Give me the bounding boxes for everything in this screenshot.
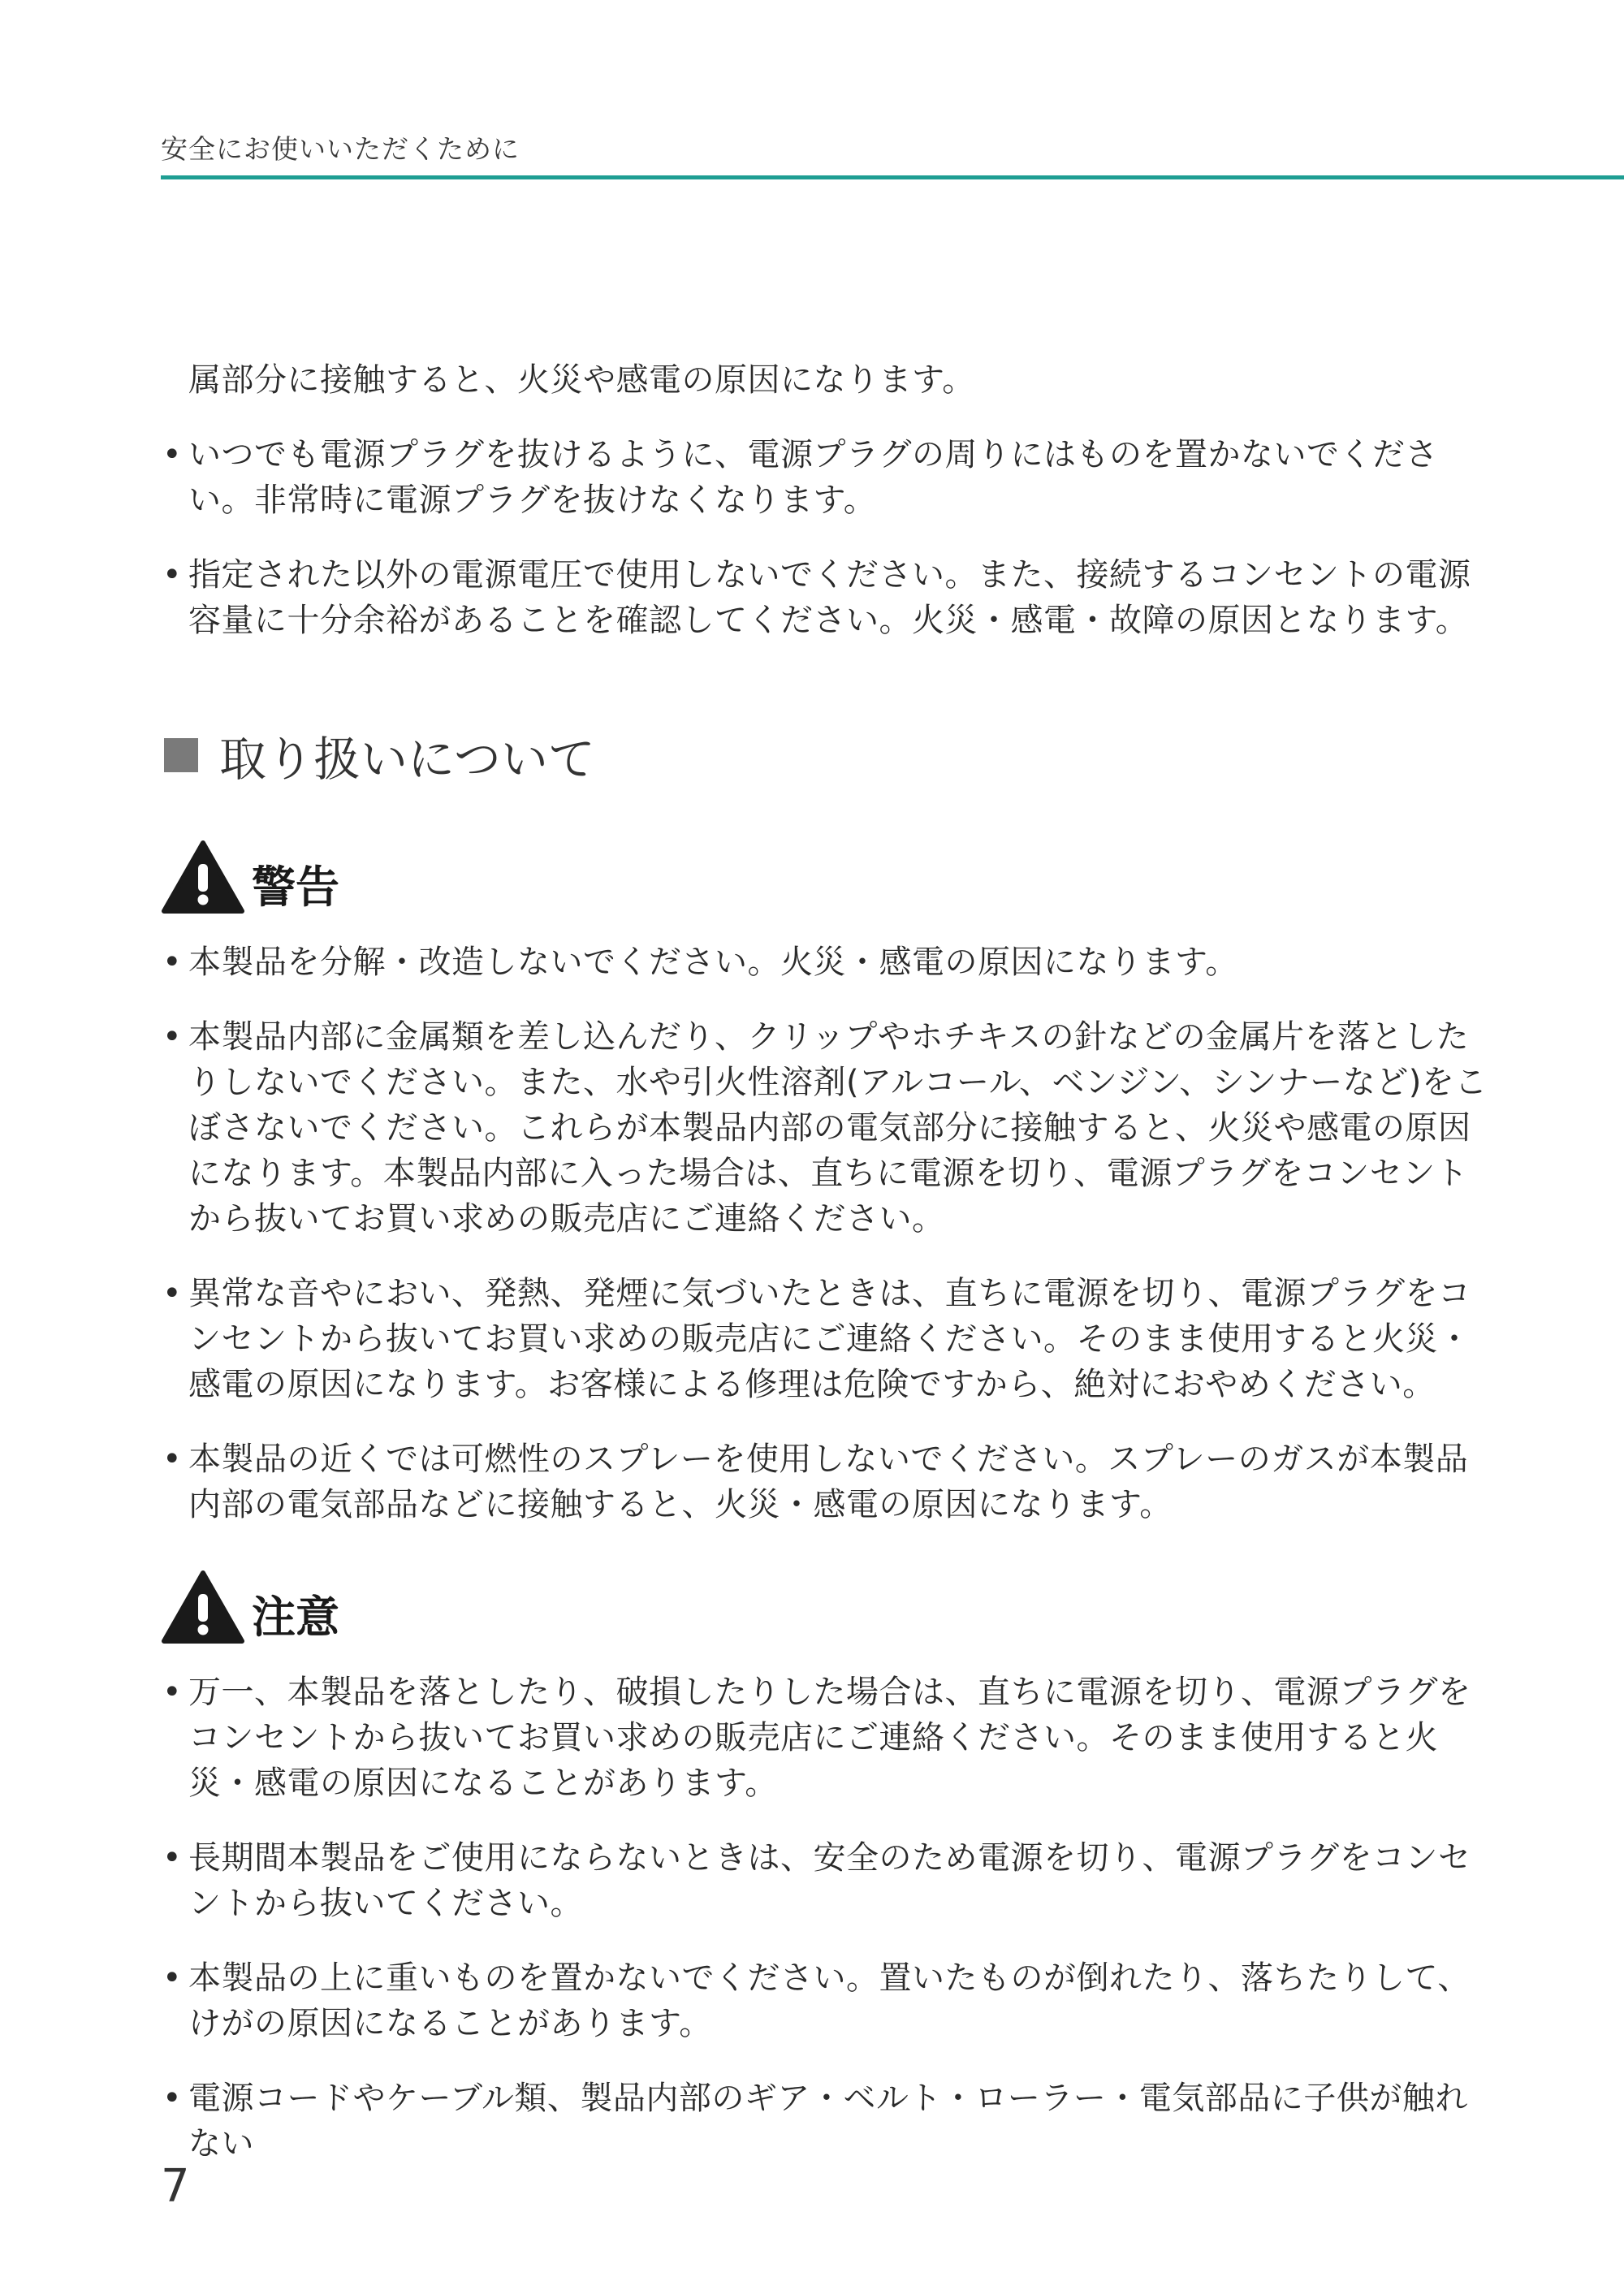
list-item-text: 本製品内部に金属類を差し込んだり、クリップやホチキスの針などの金属片を落としたりしないでください。また、水や引火性溶剤(アルコール、ベンジン、シンナーなど)をこぼさないでください。これらが本製品内部の電気部分に接触すると、火災や感電の原因になります。本製品内部に入った場合は、直ちに電源を切り、電源プラグをコンセントから抜いてお買い求めの販売店にご連絡ください。 — [188, 1018, 1488, 1238]
list-item-text: 電源コードやケーブル類、製品内部のギア・ベルト・ローラー・電気部品に子供が触れない — [188, 2080, 1468, 2162]
list-item — [161, 1436, 1492, 1527]
list-item — [161, 1670, 1492, 1806]
main-content — [161, 357, 1492, 2196]
bullet-dot: • — [162, 1275, 183, 1312]
list-item — [161, 1014, 1492, 1242]
list-item-text: いつでも電源プラグを抜けるように、電源プラグの周りにはものを置かないでください。非常時に電源プラグを抜けなくなります。 — [188, 436, 1438, 519]
list-item-text: 万一、本製品を落としたり、破損したりした場合は、直ちに電源を切り、電源プラグをコンセントから抜いてお買い求めの販売店にご連絡ください。そのまま使用すると火災・感電の原因になることがあります。 — [188, 1674, 1471, 1802]
page-number: 7 — [161, 2160, 190, 2213]
caution-heading — [161, 1568, 1492, 1645]
bullet-dot: • — [162, 1018, 183, 1056]
list-item — [161, 1835, 1492, 1926]
list-item-text: 指定された以外の電源電圧で使用しないでください。また、接続するコンセントの電源容量に十分余裕があることを確認してください。火災・感電・故障の原因となります。 — [188, 556, 1471, 639]
square-icon — [164, 738, 198, 772]
bullet-dot: • — [162, 1959, 183, 1997]
list-item — [161, 1271, 1492, 1407]
bullet-dot: • — [162, 436, 183, 473]
bullet-dot: • — [162, 556, 183, 594]
section-heading — [161, 721, 1492, 789]
bullet-dot: • — [162, 944, 183, 981]
list-item-text: 長期間本製品をご使用にならないときは、安全のため電源を切り、電源プラグをコンセントから抜いてください。 — [188, 1839, 1471, 1922]
list-item — [161, 2076, 1492, 2167]
section-title: 取り扱いについて — [219, 732, 595, 787]
warning-title: 警告 — [252, 862, 339, 913]
caution-title: 注意 — [252, 1592, 339, 1643]
list-item — [161, 432, 1492, 523]
header-rule — [161, 175, 1624, 179]
list-item-text: 本製品の近くでは可燃性のスプレーを使用しないでください。スプレーのガスが本製品内部の電気部品などに接触すると、火災・感電の原因になります。 — [188, 1441, 1469, 1523]
bullet-dot: • — [162, 1839, 183, 1877]
bullet-dot: • — [162, 1674, 183, 1711]
continuation-text: 属部分に接触すると、火災や感電の原因になります。 — [188, 361, 975, 399]
warning-heading — [161, 838, 1492, 915]
list-item — [161, 552, 1492, 643]
bullet-dot: • — [162, 2080, 183, 2117]
warning-triangle-icon — [161, 1570, 245, 1644]
list-item — [161, 1955, 1492, 2046]
list-item — [161, 940, 1492, 985]
warning-triangle-icon — [161, 840, 245, 914]
list-item-text: 本製品の上に重いものを置かないでください。置いたものが倒れたり、落ちたりして、けがの原因になることがあります。 — [188, 1959, 1471, 2042]
header-title: 安全にお使いいただくために — [161, 133, 520, 165]
list-item-text: 異常な音やにおい、発熱、発煙に気づいたときは、直ちに電源を切り、電源プラグをコンセントから抜いてお買い求めの販売店にご連絡ください。そのまま使用すると火災・感電の原因になります。お客様による修理は危険ですから、絶対におやめください。 — [188, 1275, 1471, 1403]
bullet-dot: • — [162, 1441, 183, 1478]
list-item-text: 本製品を分解・改造しないでください。火災・感電の原因になります。 — [188, 944, 1238, 981]
